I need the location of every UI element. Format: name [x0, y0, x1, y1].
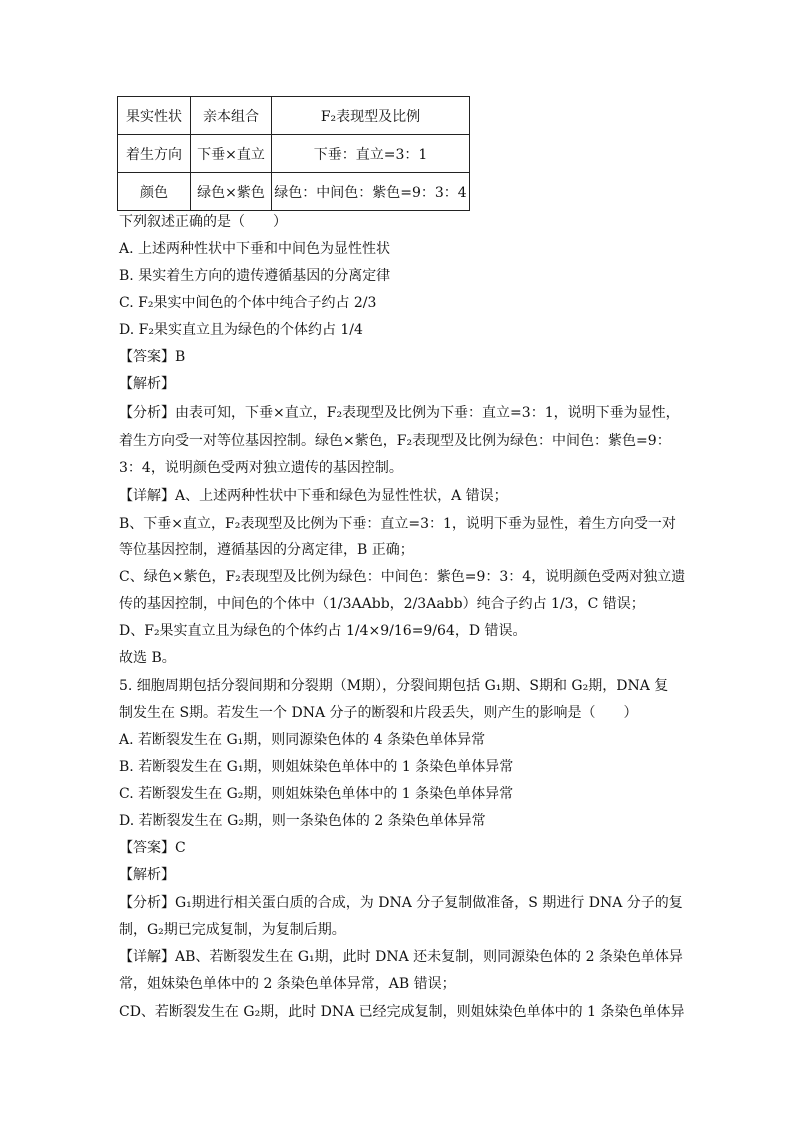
- table-cell: 下垂×直立: [191, 135, 272, 173]
- analysis-label: 【解析】: [119, 867, 175, 883]
- table-header-cell: F₂表现型及比例: [272, 97, 470, 135]
- table-cell: 绿色×紫色: [191, 173, 272, 211]
- detail-line: B、下垂×直立，F₂表现型及比例为下垂：直立=3：1，说明下垂为显性，着生方向受一对: [119, 516, 676, 532]
- detail-line: C、绿色×紫色，F₂表现型及比例为绿色：中间色：紫色=9：3：4，说明颜色受两对独立遗: [119, 569, 686, 585]
- table-header-row: [118, 97, 470, 135]
- analysis-line: 着生方向受一对等位基因控制。绿色×紫色，F₂表现型及比例为绿色：中间色：紫色=9：: [119, 433, 671, 449]
- option-d: D. 若断裂发生在 G₂期，则一条染色体的 2 条染色单体异常: [119, 813, 486, 829]
- table-cell: 着生方向: [118, 135, 191, 173]
- option-b: B. 果实着生方向的遗传遵循基因的分离定律: [119, 268, 391, 284]
- table-row: [118, 173, 470, 211]
- detail-line: 故选 B。: [119, 650, 176, 666]
- trait-table: [117, 96, 470, 211]
- table-header-cell: 果实性状: [118, 97, 191, 135]
- detail-line: 等位基因控制，遵循基因的分离定律，B 正确；: [119, 542, 414, 558]
- detail-line: 常，姐妹染色单体中的 2 条染色单体异常，AB 错误；: [119, 976, 456, 992]
- option-c: C. F₂果实中间色的个体中纯合子约占 2/3: [119, 295, 377, 311]
- detail-line: 传的基因控制，中间色的个体中（1/3AAbb，2/3Aabb）纯合子约占 1/3，C 错误；: [119, 596, 645, 612]
- table-cell: 颜色: [118, 173, 191, 211]
- detail-line: D、F₂果实直立且为绿色的个体约占 1/4×9/16=9/64，D 错误。: [119, 623, 527, 639]
- answer-label: 【答案】C: [119, 840, 186, 856]
- analysis-line: 制，G₂期已完成复制，为复制后期。: [119, 922, 346, 938]
- option-a: A. 上述两种性状中下垂和中间色为显性性状: [119, 241, 391, 257]
- question-stem: 5. 细胞周期包括分裂间期和分裂期（M期），分裂间期包括 G₁期、S期和 G₂期，DNA 复: [119, 678, 669, 694]
- table-cell: 下垂：直立=3：1: [272, 135, 470, 173]
- question-stem: 下列叙述正确的是（ ）: [119, 214, 287, 230]
- detail-line: 【详解】AB、若断裂发生在 G₁期，此时 DNA 还未复制，则同源染色体的 2 条染色单体异: [119, 949, 683, 965]
- option-b: B. 若断裂发生在 G₁期，则姐妹染色单体中的 1 条染色单体异常: [119, 759, 514, 775]
- question-stem: 制发生在 S期。若发生一个 DNA 分子的断裂和片段丢失，则产生的影响是（ ）: [119, 705, 638, 721]
- detail-line: 【详解】A、上述两种性状中下垂和绿色为显性性状，A 错误；: [119, 488, 508, 504]
- option-a: A. 若断裂发生在 G₁期，则同源染色体的 4 条染色单体异常: [119, 732, 486, 748]
- analysis-line: 3：4，说明颜色受两对独立遗传的基因控制。: [119, 460, 403, 476]
- analysis-label: 【解析】: [119, 376, 175, 392]
- analysis-line: 【分析】G₁期进行相关蛋白质的合成，为 DNA 分子复制做准备，S 期进行 DNA 分子的复: [119, 895, 683, 911]
- table-cell: 绿色：中间色：紫色=9：3：4: [272, 173, 470, 211]
- option-c: C. 若断裂发生在 G₂期，则姐妹染色单体中的 1 条染色单体异常: [119, 786, 514, 802]
- table-row: [118, 135, 470, 173]
- analysis-line: 【分析】由表可知，下垂×直立，F₂表现型及比例为下垂：直立=3：1，说明下垂为显性，: [119, 405, 680, 421]
- detail-line: CD、若断裂发生在 G₂期，此时 DNA 已经完成复制，则姐妹染色单体中的 1 条染色单体异: [119, 1004, 685, 1020]
- table-header-cell: 亲本组合: [191, 97, 272, 135]
- answer-label: 【答案】B: [119, 349, 186, 365]
- option-d: D. F₂果实直立且为绿色的个体约占 1/4: [119, 322, 363, 338]
